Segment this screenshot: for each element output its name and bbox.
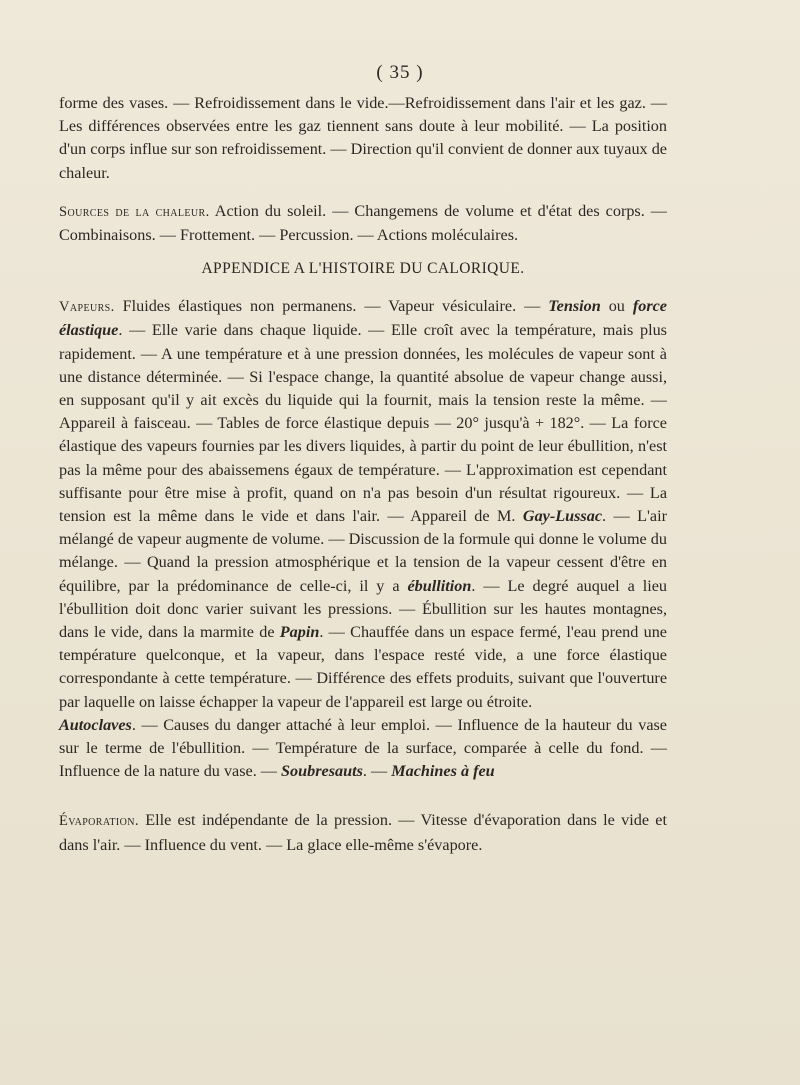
paragraph-vapeurs [59, 295, 667, 714]
term-soubresauts: Soubresauts [281, 762, 363, 781]
paragraph-evaporation [59, 809, 667, 856]
section-label-sources: Sources de la chaleur. [59, 203, 210, 220]
vapeurs-text-1: Fluides élastiques non permanens. — Vapeur vésiculaire. — [114, 297, 549, 316]
term-ebullition: ébullition [407, 576, 472, 595]
vapeurs-text-4: . — L'air mélangé de vapeur augmente de volume. — Discussion de la formule qui donne le volume du mélange. — Quand la pression atmosphérique et la tension de la vapeur cessent d'être en équilibre, par la prédominance de celle-ci, il y a [59, 507, 667, 595]
vapeurs-text-3: . — Elle varie dans chaque liquide. — Elle croît avec la température, mais plus rapidement. — A une température et à une pression données, les molécules de vapeur sont à une distance déterminée. — Si l'espace change, la quantité absolue de vapeur change aussi, en supposant qu'il y ait excès du liquide qui la fournit, mais la tension reste la même. — Appareil à faisceau. — Tables de force élastique depuis — 20° jusqu'à + 182°. — La force élastique des vapeurs fournies par les divers liquides, à partir du point de leur ébullition, n'est pas la même pour des abaissemens égaux de température. — L'approximation est cependant suffisante pour être mise à profit, quand on n'a pas besoin d'un résultat rigoureux. — La tension est la même dans le vide et dans l'air. — Appareil de M. [59, 321, 667, 526]
page-number: ( 35 ) [376, 62, 424, 83]
term-machines-a-feu: Machines à feu [391, 762, 495, 781]
section-label-vapeurs: Vapeurs. [59, 299, 115, 316]
autoclaves-text-2: . — [362, 762, 392, 781]
sources-text: Action du soleil. — Changemens de volume et d'état des corps. — Combinaisons. — Frottement. — Percussion. — Actions moléculaires. [59, 201, 667, 245]
name-gay-lussac: Gay-Lussac [522, 507, 603, 526]
term-tension: Tension [548, 297, 601, 316]
paragraph-refroidissement: forme des vases. — Refroidissement dans le vide.—Refroidissement dans l'air et les gaz. — Les différences observées entre les gaz tiennent sans doute à leur mobilité. — La position d'un corps influe sur son refroidissement. — Direction qu'il convient de donner aux tuyaux de chaleur. [59, 94, 667, 182]
page-body [59, 92, 667, 857]
paragraph-autoclaves [59, 714, 667, 784]
evaporation-text: Elle est indépendante de la pression. — Vitesse d'évaporation dans le vide et dans l'air. — Influence du vent. — La glace elle-même s'évapore. [59, 811, 667, 854]
paragraph-sources-chaleur [59, 200, 667, 247]
vapeurs-text-2: ou [600, 297, 633, 316]
term-autoclaves: Autoclaves [59, 715, 132, 734]
autoclaves-text-1: . — Causes du danger attaché à leur emploi. — Influence de la hauteur du vase sur le terme de l'ébullition. — Température de la surface, comparée à celle du fond. — Influence de la nature du vase. — [59, 715, 667, 781]
section-label-evaporation: Évaporation. [59, 813, 139, 830]
vapeurs-text-5: . — Le degré auquel a lieu l'ébullition doit donc varier suivant les pressions. — Ébullition sur les hautes montagnes, dans le vide, dans la marmite de [59, 576, 667, 642]
vapeurs-text-6: . — Chauffée dans un espace fermé, l'eau prend une température quelconque, et la vapeur, dans l'espace resté vide, a une force élastique correspondante à cette température. — Différence des effets produits, suivant que l'ouverture par laquelle on laisse échapper la vapeur de l'appareil est large ou étroite. [59, 623, 667, 711]
name-papin: Papin [279, 623, 320, 642]
section-heading-appendice: APPENDICE A L'HISTOIRE DU CALORIQUE. [201, 260, 525, 278]
term-force-elastique: force élastique [59, 297, 667, 340]
